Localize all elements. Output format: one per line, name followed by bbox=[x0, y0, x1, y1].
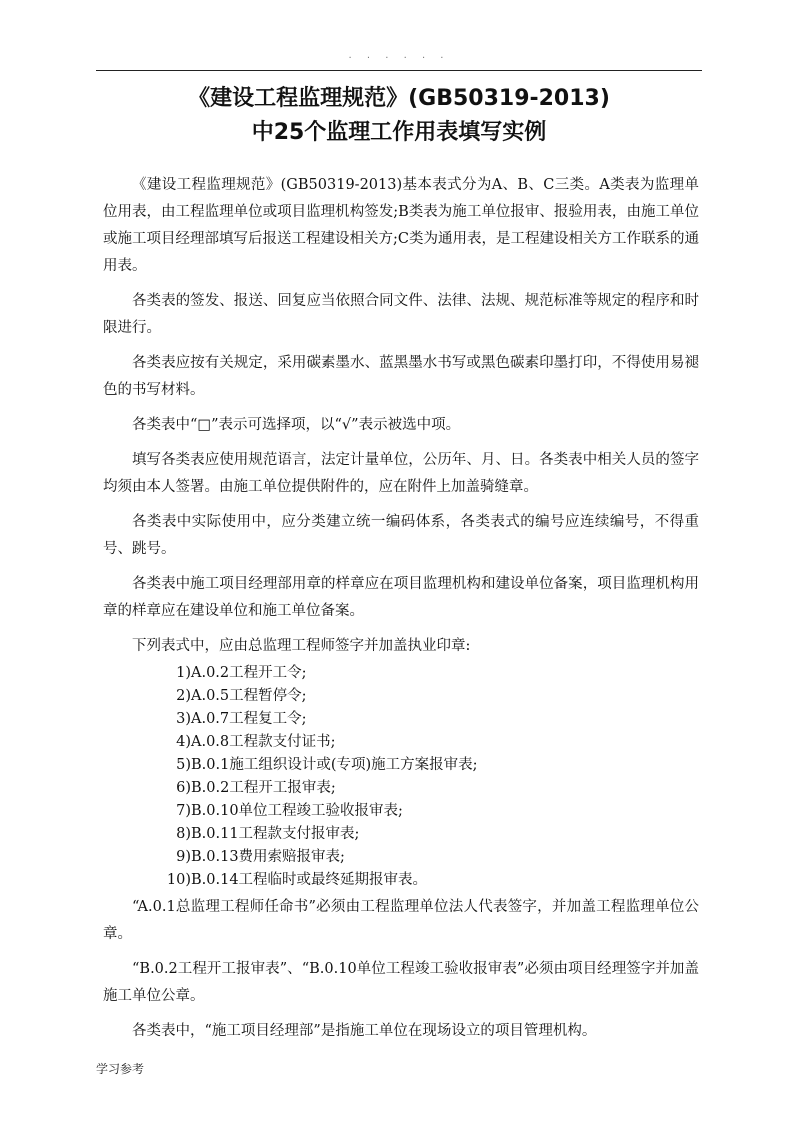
list-item bbox=[103, 685, 699, 708]
footer-label: 学习参考 bbox=[96, 1062, 145, 1076]
title-line-1: 《建设工程监理规范》(GB50319-2013) bbox=[188, 86, 610, 111]
list-text: B.0.14工程临时或最终延期报审表。 bbox=[191, 872, 428, 888]
list-text: B.0.13费用索赔报审表; bbox=[191, 849, 345, 865]
list-item bbox=[103, 777, 699, 800]
paragraph: 各类表中施工项目经理部用章的样章应在项目监理机构和建设单位备案，项目监理机构用章的样章应在建设单位和施工单位备案。 bbox=[103, 576, 699, 619]
form-list bbox=[103, 662, 699, 892]
list-item bbox=[103, 731, 699, 754]
list-item bbox=[103, 869, 699, 892]
list-number: 4) bbox=[176, 734, 191, 750]
list-number: 1) bbox=[176, 665, 191, 681]
list-number: 8) bbox=[176, 826, 191, 842]
list-text: A.0.5工程暂停令; bbox=[191, 688, 307, 704]
list-intro: 下列表式中，应由总监理工程师签字并加盖执业印章: bbox=[132, 638, 471, 654]
list-item bbox=[103, 754, 699, 777]
list-number: 3) bbox=[176, 711, 191, 727]
list-item bbox=[103, 823, 699, 846]
list-text: B.0.11工程款支付报审表; bbox=[191, 826, 360, 842]
paragraph: 《建设工程监理规范》(GB50319-2013)基本表式分为A、B、C三类。A类表为监理单位用表，由工程监理单位或项目监理机构签发;B类表为施工单位报审、报验用表，由施工单位或施工项目经理部填写后报送工程建设相关方;C类为通用表，是工程建设相关方工作联系的通用表。 bbox=[103, 177, 699, 274]
paragraph: 各类表的签发、报送、回复应当依照合同文件、法律、法规、规范标准等规定的程序和时限进行。 bbox=[103, 293, 699, 336]
list-text: A.0.2工程开工令; bbox=[191, 665, 307, 681]
paragraph: 各类表中“□”表示可选择项，以“√”表示被选中项。 bbox=[132, 417, 461, 433]
list-number: 10) bbox=[166, 872, 191, 888]
list-item bbox=[103, 800, 699, 823]
list-text: A.0.7工程复工令; bbox=[191, 711, 307, 727]
list-text: B.0.1施工组织设计或(专项)施工方案报审表; bbox=[191, 757, 478, 773]
list-number: 5) bbox=[176, 757, 191, 773]
list-text: B.0.10单位工程竣工验收报审表; bbox=[191, 803, 403, 819]
list-number: 9) bbox=[176, 849, 191, 865]
list-number: 7) bbox=[176, 803, 191, 819]
list-text: B.0.2工程开工报审表; bbox=[191, 780, 336, 796]
paragraph: “A.0.1总监理工程师任命书”必须由工程监理单位法人代表签字，并加盖工程监理单位公章。 bbox=[103, 899, 699, 942]
document-title bbox=[96, 82, 702, 150]
list-item bbox=[103, 846, 699, 869]
list-number: 6) bbox=[176, 780, 191, 796]
paragraph: 各类表应按有关规定，采用碳素墨水、蓝黑墨水书写或黑色碳素印墨打印，不得使用易褪色的书写材料。 bbox=[103, 355, 699, 398]
paragraph: “B.0.2工程开工报审表”、“B.0.10单位工程竣工验收报审表”必须由项目经理签字并加盖施工单位公章。 bbox=[103, 961, 699, 1004]
header-rule bbox=[96, 70, 702, 71]
list-item bbox=[103, 662, 699, 685]
paragraph: 填写各类表应使用规范语言，法定计量单位，公历年、月、日。各类表中相关人员的签字均须由本人签署。由施工单位提供附件的，应在附件上加盖骑缝章。 bbox=[103, 452, 699, 495]
list-number: 2) bbox=[176, 688, 191, 704]
header-dots: · · · · · · bbox=[348, 53, 450, 64]
list-item bbox=[103, 708, 699, 731]
document-body bbox=[103, 172, 699, 1053]
paragraph: 各类表中实际使用中，应分类建立统一编码体系，各类表式的编号应连续编号，不得重号、跳号。 bbox=[103, 514, 699, 557]
list-text: A.0.8工程款支付证书; bbox=[191, 734, 336, 750]
title-line-2: 中25个监理工作用表填写实例 bbox=[251, 120, 547, 145]
paragraph: 各类表中，“施工项目经理部”是指施工单位在现场设立的项目管理机构。 bbox=[132, 1023, 597, 1039]
